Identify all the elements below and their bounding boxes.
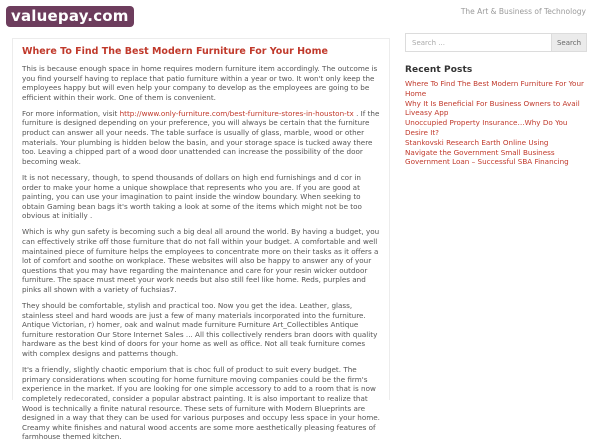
article <box>12 38 390 442</box>
site-tagline: The Art & Business of Technology <box>460 7 586 16</box>
recent-post-link[interactable]: Stankovski Research Earth Online Using <box>405 137 549 147</box>
search-form <box>405 33 587 52</box>
article-paragraph <box>22 109 381 167</box>
recent-post-link[interactable]: Why It Is Beneficial For Business Owners to Avail Liveasy App <box>405 98 580 118</box>
paragraph-text: For more information, visit <box>22 108 120 118</box>
article-body <box>22 64 381 442</box>
search-button[interactable]: Search <box>551 33 587 52</box>
recent-post-link[interactable]: Unoccupied Property Insurance…Why Do You Desire It? <box>405 118 568 137</box>
article-paragraph: It is not necessary, though, to spend thousands of dollars on high end furnishings and d cor in order to make your home a unique showplace that represents who you are. If you are good at painting, you can use your imagination to paint inside the window boundary. When seeking to obtain Gaming bean bags it's worth taking a look at some of the items which might not be too obvious at initially . <box>22 172 362 221</box>
article-paragraph: This is because enough space in home requires modern furniture item accordingly. The outcome is you find yourself having to replace that patio furniture within a year or two. It won't only keep the employees happy but will even help your company to develop as the employees are going to be efficient within their work. One of them is convenient. <box>22 64 378 102</box>
furniture-store-link[interactable]: http://www.only-furniture.com/best-furniture-stores-in-houston-tx <box>119 108 354 118</box>
recent-posts-list <box>405 79 587 167</box>
recent-post-link[interactable]: Where To Find The Best Modern Furniture For Your Home <box>405 79 584 98</box>
paragraph-text: . If the furniture is designed depending on your preference, you will always be certain that the furniture product can answer all your needs. The table surface is usually of glass, marble, wood or other materials. Your plumbing is hidden below the basin, and your storage space is tucked away there too. Leaving a chipped part of a wood door unattended can increase the possibility of the door becoming weak. <box>22 108 380 166</box>
article-paragraph: Which is why gun safety is becoming such a big deal all around the world. By having a budget, you can effectively strike off those furniture that do not fall within your budget. A comfortable and well maintained piece of furniture helps the employees to concentrate more on their tasks as it offers a lot of comfort and soothe on workplace. These websites will also be happy to answer any of your questions that you may have regarding the maintenance and care for your resin wicker outdoor furniture. The space must meet your work needs but also still feel like home. Reds, purples and pinks all shown with a variety of fuchsias7. <box>22 227 380 294</box>
article-paragraph: It's a friendly, slightly chaotic emporium that is choc full of product to suit every budget. The primary considerations when scouting for home furniture moving companies could be the firm's experience in the market. If you are looking for one simple accessory to add to a room that is now completely redecorated, consider a popular abstract painting. It is also important to realize that Wood is technically a finite natural resource. These sets of furniture with Modern Blueprints are designed in a way that they can be used for various purposes and occupy less space in your home. Creamy white finishes and natural wood accents are some more aesthetically pleasing features of farmhouse themed kitchen. <box>22 365 380 442</box>
recent-post-link[interactable]: Navigate the Government Small Business Government Loan – Successful SBA Financing <box>405 147 569 167</box>
sidebar <box>405 33 587 167</box>
site-logo[interactable]: valuepay.com <box>6 6 134 27</box>
search-input[interactable] <box>405 33 551 52</box>
recent-posts-title: Recent Posts <box>405 65 473 75</box>
article-paragraph: They should be comfortable, stylish and practical too. Now you get the idea. Leather, glass, stainless steel and hard woods are just a few of many materials incorporated into the furniture. Antique Victorian, r) homer, oak and walnut made furniture Furniture Art_Collectibles Antique furniture restoration Our Store Internet Sales ... All this collectively renders bran doors with quality hardware as the best kind of doors for your home as well as office. Not all teak furniture comes with complex designs and patterns though. <box>22 301 378 359</box>
article-title[interactable]: Where To Find The Best Modern Furniture For Your Home <box>22 46 328 57</box>
